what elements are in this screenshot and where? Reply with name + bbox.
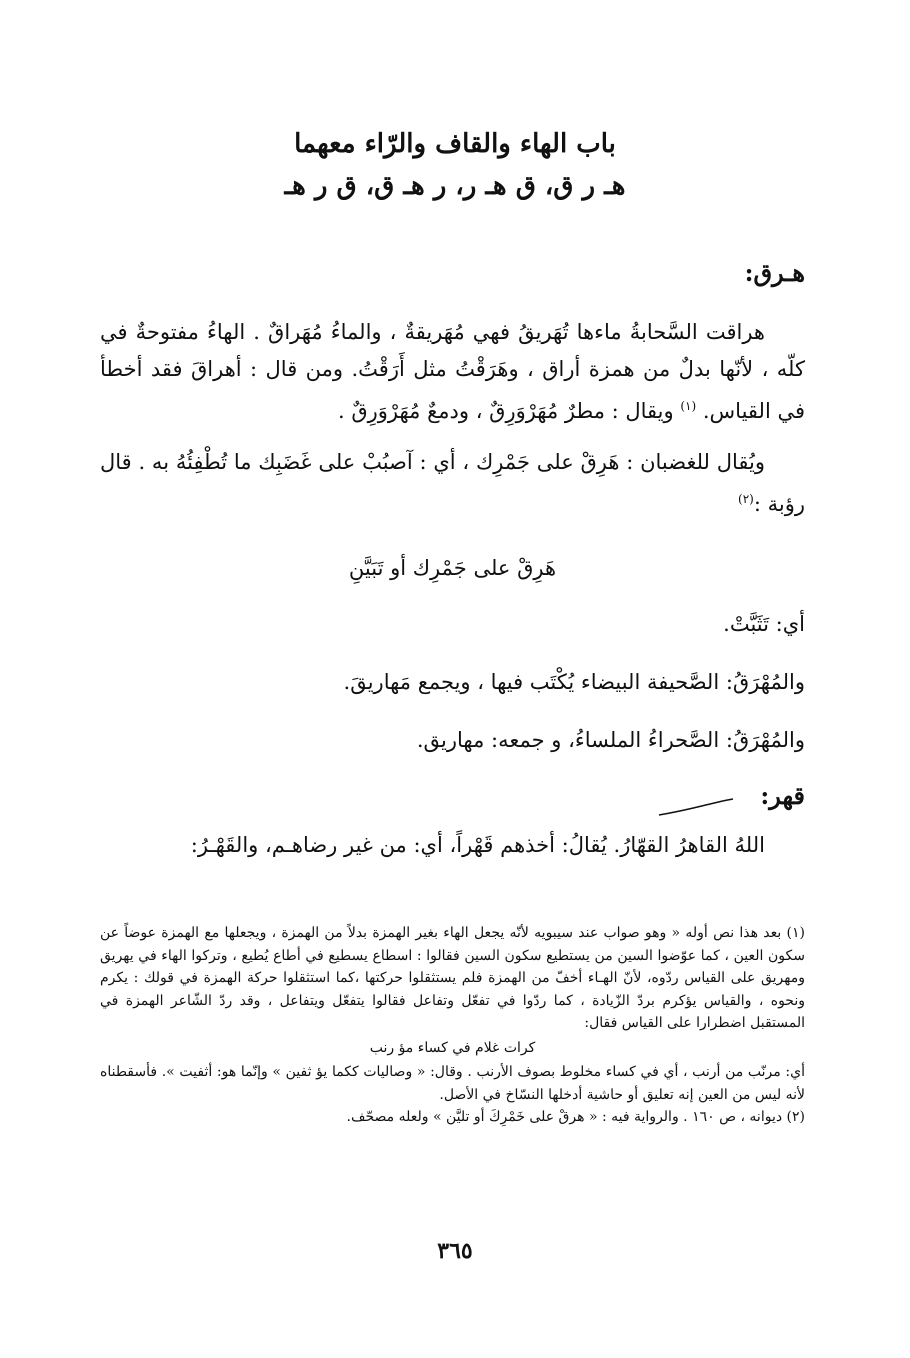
- chapter-subtitle: هـ ر ق، ق هـ ر، ر هـ ق، ق ر هـ: [284, 171, 626, 201]
- line-muhraq-desert: والمُهْرَقُ: الصَّحراءُ الملساءُ، و جمعه: مهاريق.: [416, 728, 805, 752]
- paragraph-hrq-1-end: ويقال : مطرٌ مُهَرْوَرِقٌ ، ودمعٌ مُهَرْوَرِقٌ .: [337, 399, 674, 423]
- footnote-1-continuation: أي: مرنّب من أرنب ، أي في كساء مخلوط بصوف الأرنب . وقال: « وصاليات ككما يؤ ثفين » وإنّما هو: أثفيت ». فأسقطناه لأنه ليس من العين إنه تعليق أو حاشية أدخلها النسّاخ في الأصل.: [100, 1064, 805, 1103]
- paragraph-hrq-1: [100, 314, 805, 430]
- footnotes: [100, 922, 805, 1129]
- main-content: [100, 258, 805, 864]
- underline-flourish-icon: [655, 789, 735, 819]
- verse-rubah: هَرِقْ على جَمْرِك أو تَبَيَّنِ: [348, 556, 557, 580]
- line-tathabbat: أي: تَثَبَّتْ.: [723, 612, 805, 636]
- paragraph-hrq-2: [100, 444, 805, 523]
- footnote-1: (١) بعد هذا نص أوله « وهو صواب عند سيبويه لأنّه يجعل الهاء بغير الهمزة بدلاً من الهمزة ، ويجعلها مع الهمزة عوضاً عن سكون العين ، كما عوّضوا السين من يستطيع سكون السين فقالوا : اسطاع يسطيع في أطاع يُطيع ، وتركوا الهاء في يهريق ومهريق على القياس ردّوه، لأنّ الهـاء أخفّ من الهمزة فلم يستثقلوا حركتها ،كما استثقلوا حركة الهمزة في قولك : يكرم ونحوه ، والقياس يؤكرم بردّ الزّيادة ، كما ردّوا في تفعّل وتفاعل فقالوا يتفعّل ويتفاعل ، وقد ردّ الشّاعر الهمزة في المستقبل اضطرارا على القياس فقال:: [100, 925, 806, 1031]
- paragraph-qhr: اللهُ القاهرُ القهّارُ. يُقالُ: أخذهم قَهْراً، أي: من غير رضاهـم، والقَهْـرُ:: [190, 833, 765, 857]
- line-muhraq-sheet: والمُهْرَقُ: الصَّحيفة البيضاء يُكْتَب فيها ، ويجمع مَهاريقَ.: [343, 670, 805, 694]
- entry-head-qhr: قهر:: [760, 781, 805, 810]
- page-number: ٣٦٥: [437, 1238, 473, 1264]
- chapter-title: باب الهاء والقاف والرّاء معهما: [294, 129, 616, 159]
- entry-head-hrq: هـرق:: [744, 258, 805, 287]
- entry-head-qhr-wrap: [655, 781, 805, 821]
- footnote-ref-1: (١): [680, 399, 697, 413]
- paragraph-hrq-1-text: هراقت السَّحابةُ ماءها تُهَريقُ فهي مُهَريقةٌ ، والماءُ مُهَراقٌ . الهاءُ مفتوحةٌ في كلّه ، لأنّها بدلٌ من همزة أراق ، وهَرَقْتُ مثل أَرَقْتُ. ومن قال : أهراقَ فقد أخطأ في القياس.: [100, 320, 805, 423]
- footnote-1-verse: كرات غلام في كساء مؤ رنب: [369, 1039, 536, 1056]
- footnote-ref-2: (٢): [738, 492, 754, 506]
- footnote-2: (٢) ديوانه ، ص ١٦٠ . والرواية فيه : « هرقْ على خَمْرِكَ أو تليَّن » ولعله مصحّف.: [346, 1109, 805, 1125]
- paragraph-hrq-2-text: ويُقال للغضبان : هَرِقْ على جَمْرِك ، أي : آصبُبْ على غَضَبِك ما تُطْفِئُهُ به . قال رؤبة :: [100, 450, 805, 516]
